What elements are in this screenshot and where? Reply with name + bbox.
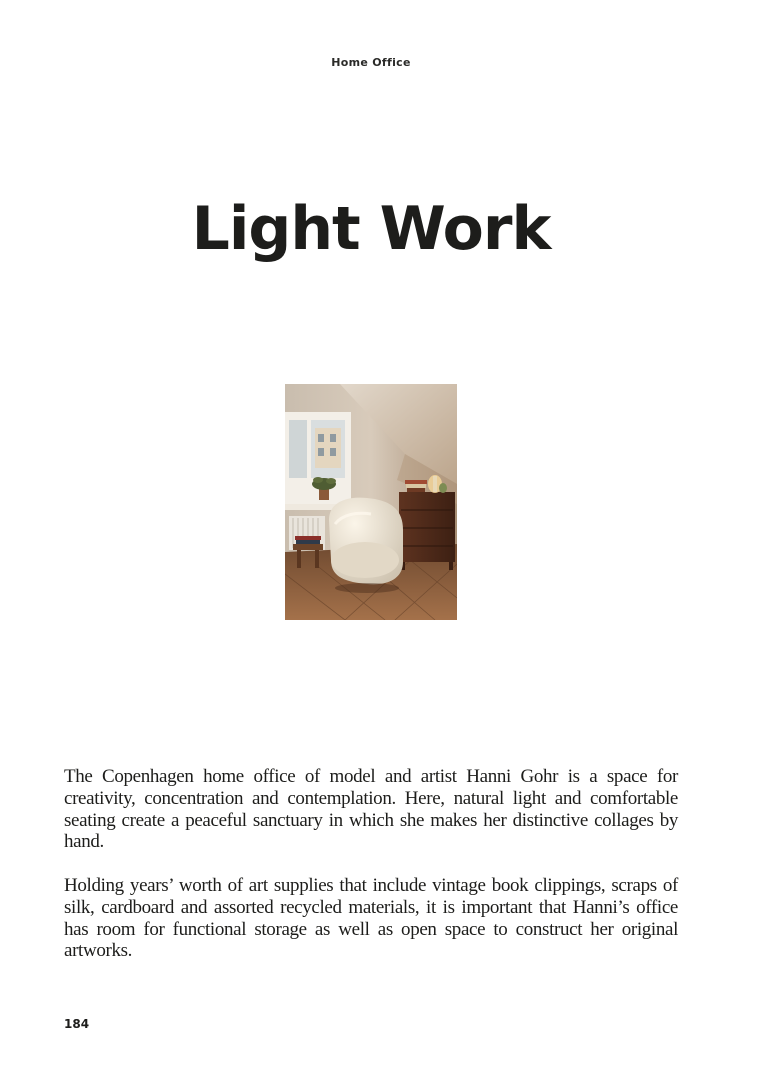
book-stack-dresser [405,480,427,484]
article-body [64,766,678,984]
paragraph-intro: The Copenhagen home office of model and artist Hanni Gohr is a space for creativity, concentration and contemplation. Here, natural light and comfortable seating create a peaceful sanctuary in which she makes her distinctive collages by hand. [64,766,678,853]
side-stool [293,544,323,550]
books-stack [295,536,321,540]
paragraph-storage: Holding years’ worth of art supplies that include vintage book clippings, scraps of silk, cardboard and assorted recycled materials, it is important that Hanni’s office has room for functional storage as well as open space to construct her original artworks. [64,874,678,962]
chest-of-drawers [399,492,455,562]
room-illustration [285,384,457,620]
article-photo [285,384,457,620]
page-number: 184 [64,1017,90,1031]
article-title: Light Work [191,194,551,264]
window-pane-left [289,420,307,478]
chair-seat [331,542,399,578]
section-label: Home Office [331,56,411,69]
